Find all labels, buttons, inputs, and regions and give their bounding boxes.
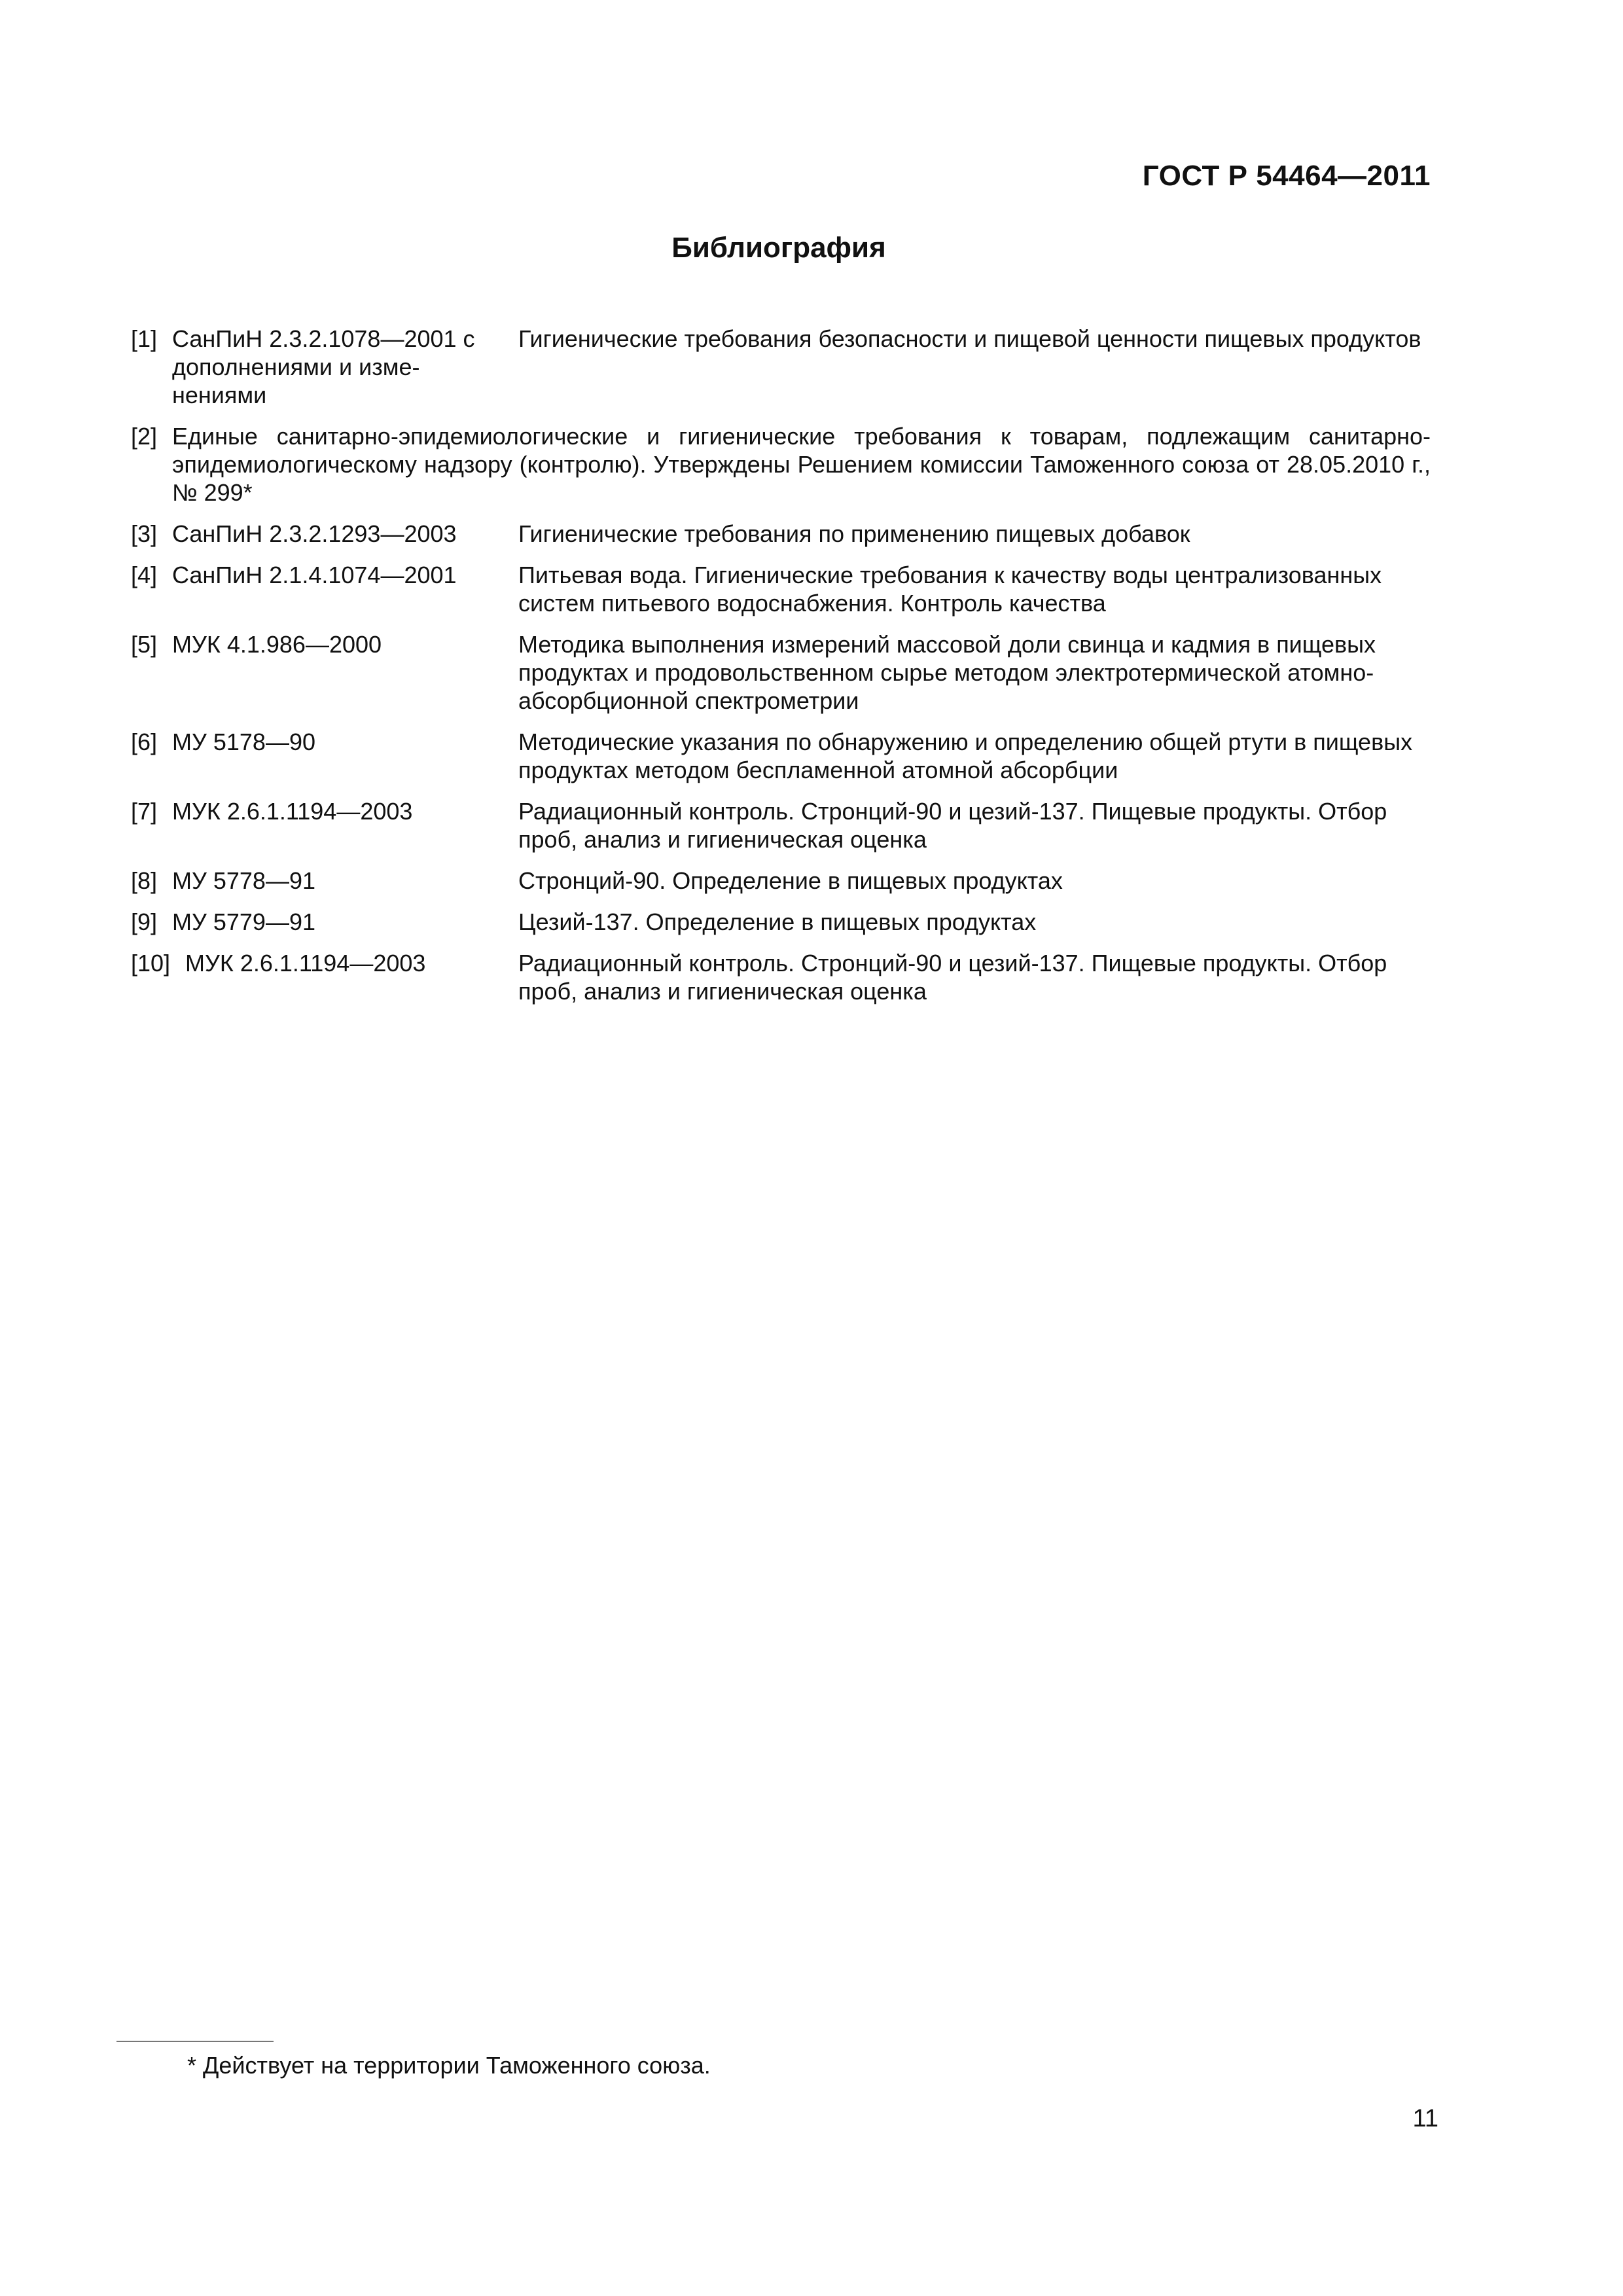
entry-number: [8]	[131, 867, 158, 894]
bibliography-entry	[131, 728, 1431, 784]
bibliography-entry	[131, 867, 1431, 895]
entry-reference-text: СанПиН 2.3.2.1293—2003	[172, 520, 457, 547]
entry-reference	[131, 908, 518, 936]
bibliography-entry	[131, 325, 1431, 409]
entry-description: Методические указания по обнаружению и определению общей ртути в пищевых продуктах методом беспламенной атомной абсорбции	[518, 728, 1413, 783]
entry-reference-text: МУК 2.6.1.1194—2003	[172, 798, 413, 825]
entry-description: Гигиенические требования безопасности и пищевой ценности пищевых продуктов	[518, 325, 1421, 352]
entry-reference-text: МУ 5178—90	[172, 728, 315, 755]
section-title: Библиография	[671, 232, 886, 264]
entry-number: [3]	[131, 520, 158, 547]
bibliography-entry	[131, 949, 1431, 1005]
entry-description: Методика выполнения измерений массовой доли свинца и кадмия в пищевых продуктах и продовольственном сырье методом электротермической атомно-абсорбционной спектрометрии	[518, 631, 1376, 714]
entry-reference	[131, 561, 518, 617]
footnote-divider	[116, 2041, 274, 2042]
entry-reference	[131, 867, 518, 895]
entry-reference	[131, 797, 518, 853]
entry-description: Радиационный контроль. Стронций-90 и цезий-137. Пищевые продукты. Отбор проб, анализ и гигиеническая оценка	[518, 950, 1387, 1005]
entry-description: Радиационный контроль. Стронций-90 и цезий-137. Пищевые продукты. Отбор проб, анализ и гигиеническая оценка	[518, 798, 1387, 853]
entry-number: [4]	[131, 562, 158, 588]
entry-reference-text: МУ 5779—91	[172, 908, 315, 935]
entry-number: [10]	[131, 950, 171, 977]
entry-reference-text: МУ 5778—91	[172, 867, 315, 894]
entry-reference-text: МУК 2.6.1.1194—2003	[185, 950, 426, 977]
bibliography-entry	[131, 561, 1431, 617]
entry-reference-text: МУК 4.1.986—2000	[172, 631, 382, 658]
entry-number: [7]	[131, 798, 158, 825]
bibliography-list	[131, 325, 1431, 1018]
entry-reference-text: СанПиН 2.3.2.1078—2001 с дополнениями и изменениями	[172, 325, 475, 408]
entry-full-text: Единые санитарно-эпидемиологические и гигиенические требования к товарам, подлежащим санитарно-эпидемиологическому надзору (контролю). Утверждены Решением комиссии Таможенного союза от 28.05.2010 г., № 299*	[172, 423, 1431, 506]
document-code: ГОСТ Р 54464—2011	[1142, 160, 1431, 192]
entry-description: Питьевая вода. Гигиенические требования к качеству воды централизованных систем питьевого водоснабжения. Контроль качества	[518, 562, 1382, 617]
entry-number: [5]	[131, 631, 158, 658]
entry-description: Стронций-90. Определение в пищевых продуктах	[518, 867, 1063, 894]
page-number: 11	[1412, 2105, 1438, 2132]
entry-reference	[131, 728, 518, 784]
entry-reference-text: СанПиН 2.1.4.1074—2001	[172, 562, 457, 588]
bibliography-entry	[131, 520, 1431, 548]
entry-number: [9]	[131, 908, 158, 935]
entry-reference	[131, 949, 518, 1005]
entry-description: Гигиенические требования по применению пищевых добавок	[518, 520, 1190, 547]
entry-description: Цезий-137. Определение в пищевых продуктах	[518, 908, 1037, 935]
bibliography-entry	[131, 422, 1431, 507]
footnote: * Действует на территории Таможенного союза.	[187, 2052, 711, 2079]
bibliography-entry	[131, 908, 1431, 936]
entry-reference	[131, 325, 518, 409]
entry-reference	[131, 520, 518, 548]
entry-reference	[131, 630, 518, 715]
bibliography-entry	[131, 797, 1431, 853]
entry-number: [6]	[131, 728, 158, 755]
bibliography-entry	[131, 630, 1431, 715]
entry-number: [1]	[131, 325, 158, 352]
entry-number: [2]	[131, 423, 158, 450]
